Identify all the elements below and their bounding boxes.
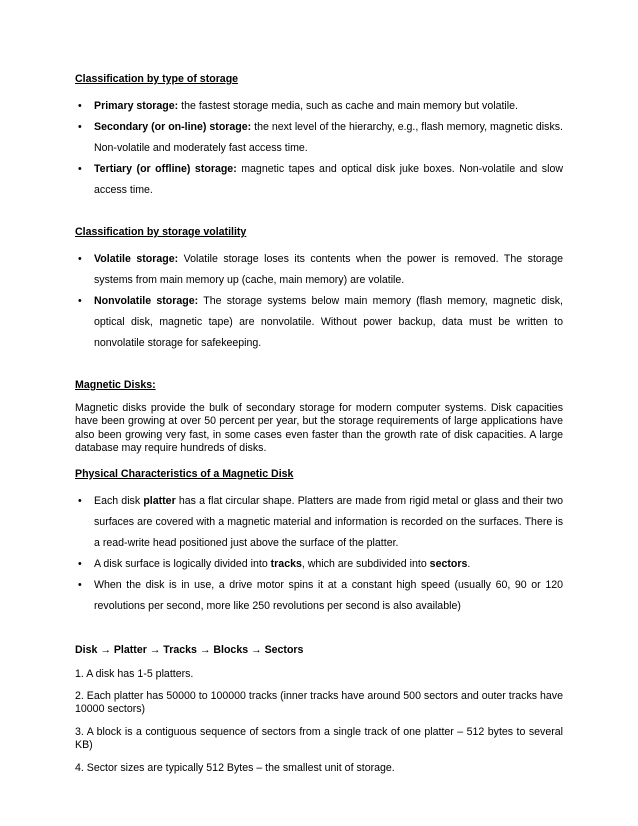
bullet-icon: • [78, 578, 82, 591]
list-item [75, 291, 563, 354]
section-heading-physical-characteristics: Physical Characteristics of a Magnetic Disk [75, 467, 294, 480]
section-heading-magnetic-disks: Magnetic Disks: [75, 379, 156, 391]
physical-characteristics-list [75, 491, 563, 617]
disk-hierarchy-line: Disk → Platter → Tracks → Blocks → Sectors [75, 643, 304, 656]
text-segment-bold: tracks [270, 557, 302, 570]
term-description: The storage systems below main memory (flash memory, magnetic disk, optical disk, magnetic tape) are nonvolatile. Without power backup, data must be written to nonvolatile storage for safekeeping. [94, 295, 563, 349]
term-description: the fastest storage media, such as cache and main memory but volatile. [178, 100, 518, 112]
list-item [75, 159, 563, 201]
numbered-item: 4. Sector sizes are typically 512 Bytes – the smallest unit of storage. [75, 761, 395, 774]
numbered-item: 3. A block is a contiguous sequence of sectors from a single track of one platter – 512 bytes to several KB) [75, 725, 563, 752]
bullet-icon: • [78, 163, 82, 175]
bullet-icon: • [78, 100, 82, 112]
bullet-icon: • [78, 295, 82, 307]
text-segment: , which are subdivided into [301, 557, 430, 570]
term-description: magnetic tapes and optical disk juke boxes. Non-volatile and slow access time. [94, 163, 563, 196]
term-description: the next level of the hierarchy, e.g., flash memory, magnetic disks. Non-volatile and moderately fast access time. [94, 121, 563, 154]
list-item [75, 491, 563, 554]
list-item [75, 96, 563, 117]
text-segment: Each disk [94, 494, 144, 507]
list-item [75, 575, 563, 617]
term-label: Secondary (or on-line) storage: [94, 121, 252, 133]
list-item [75, 117, 563, 159]
list-item [75, 249, 563, 291]
term-label: Nonvolatile storage: [94, 295, 199, 307]
list-item [75, 554, 563, 575]
term-label: Tertiary (or offline) storage: [94, 163, 237, 175]
section-heading-storage-type: Classification by type of storage [75, 73, 239, 85]
bullet-icon: • [78, 121, 82, 133]
storage-volatility-list [75, 249, 563, 354]
body-paragraph: Magnetic disks provide the bulk of secondary storage for modern computer systems. Disk capacities have been growing at over 50 percent per year, but the storage requirements of large applications have also been growing very fast, in some cases even faster than the growth rate of disk capacities. A large database may require hundreds of disks. [75, 402, 563, 455]
bullet-icon: • [78, 557, 82, 570]
storage-type-list [75, 96, 563, 201]
text-segment: When the disk is in use, a drive motor spins it at a constant high speed (usually 60, 90 or 120 revolutions per second, more like 250 revolutions per second is also available) [94, 578, 563, 612]
text-segment: . [467, 557, 471, 570]
bullet-icon: • [78, 253, 82, 265]
section-heading-storage-volatility: Classification by storage volatility [75, 226, 247, 238]
text-segment-bold: platter [143, 494, 176, 507]
term-label: Volatile storage: [94, 253, 179, 265]
bullet-icon: • [78, 494, 82, 507]
text-segment-bold: sectors [429, 557, 468, 570]
numbered-item: 1. A disk has 1-5 platters. [75, 667, 194, 680]
text-segment: A disk surface is logically divided into [94, 557, 271, 570]
numbered-item: 2. Each platter has 50000 to 100000 tracks (inner tracks have around 500 sectors and outer tracks have 10000 sectors) [75, 690, 563, 716]
term-label: Primary storage: [94, 100, 179, 112]
term-description: Volatile storage loses its contents when the power is removed. The storage systems from main memory up (cache, main memory) are volatile. [94, 253, 563, 286]
text-segment: has a flat circular shape. Platters are made from rigid metal or glass and their two surfaces are covered with a magnetic material and information is recorded on the surfaces. There is a read-write head positioned just above the surface of the platter. [94, 494, 564, 549]
